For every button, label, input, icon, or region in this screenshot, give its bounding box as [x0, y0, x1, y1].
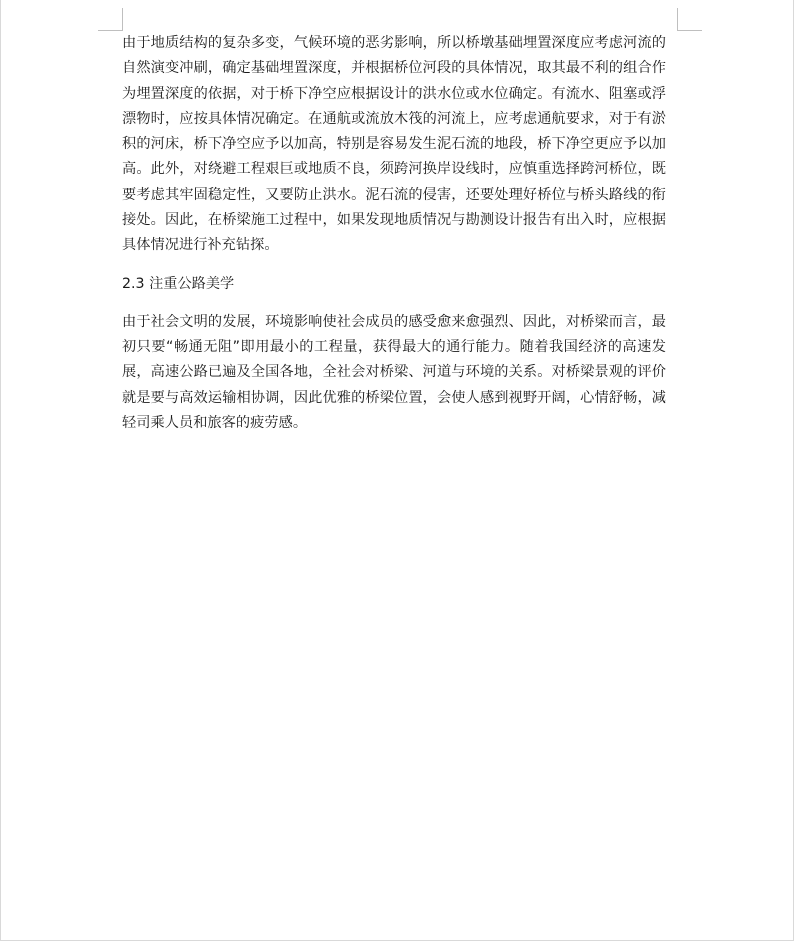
body-paragraph-2: 由于社会文明的发展，环境影响使社会成员的感受愈来愈强烈、因此，对桥梁而言，最初只要“畅通无阻”即用最小的工程量，获得最大的通行能力。随着我国经济的高速发展，高速公路已遍及全国各地，全社会对桥梁、河道与环境的关系。对桥梁景观的评价就是要与高效运输相协调，因此优雅的桥梁位置，会使人感到视野开阔，心情舒畅，减轻司乘人员和旅客的疲劳感。 [122, 313, 666, 431]
body-paragraph-1: 由于地质结构的复杂多变，气候环境的恶劣影响，所以桥墩基础埋置深度应考虑河流的自然演变冲刷，确定基础埋置深度，并根据桥位河段的具体情况，取其最不利的组合作为埋置深度的依据，对于桥下净空应根据设计的洪水位或水位确定。有流水、阻塞或浮漂物时，应按具体情况确定。在通航或流放木筏的河流上，应考虑通航要求，对于有淤积的河床，桥下净空应予以加高，特别是容易发生泥石流的地段，桥下净空更应予以加高。此外，对绕避工程艰巨或地质不良，须跨河换岸设线时，应慎重选择跨河桥位，既要考虑其牢固稳定性，又要防止洪水。泥石流的侵害，还要处理好桥位与桥头路线的衔接处。因此，在桥梁施工过程中，如果发现地质情况与勘测设计报告有出入时，应根据具体情况进行补充钻探。 [122, 35, 666, 254]
section-heading: 2.3 注重公路美学 [122, 275, 235, 292]
top-right-margin-mark [677, 8, 702, 31]
document-body[interactable] [122, 31, 666, 436]
top-left-margin-mark [98, 8, 123, 31]
